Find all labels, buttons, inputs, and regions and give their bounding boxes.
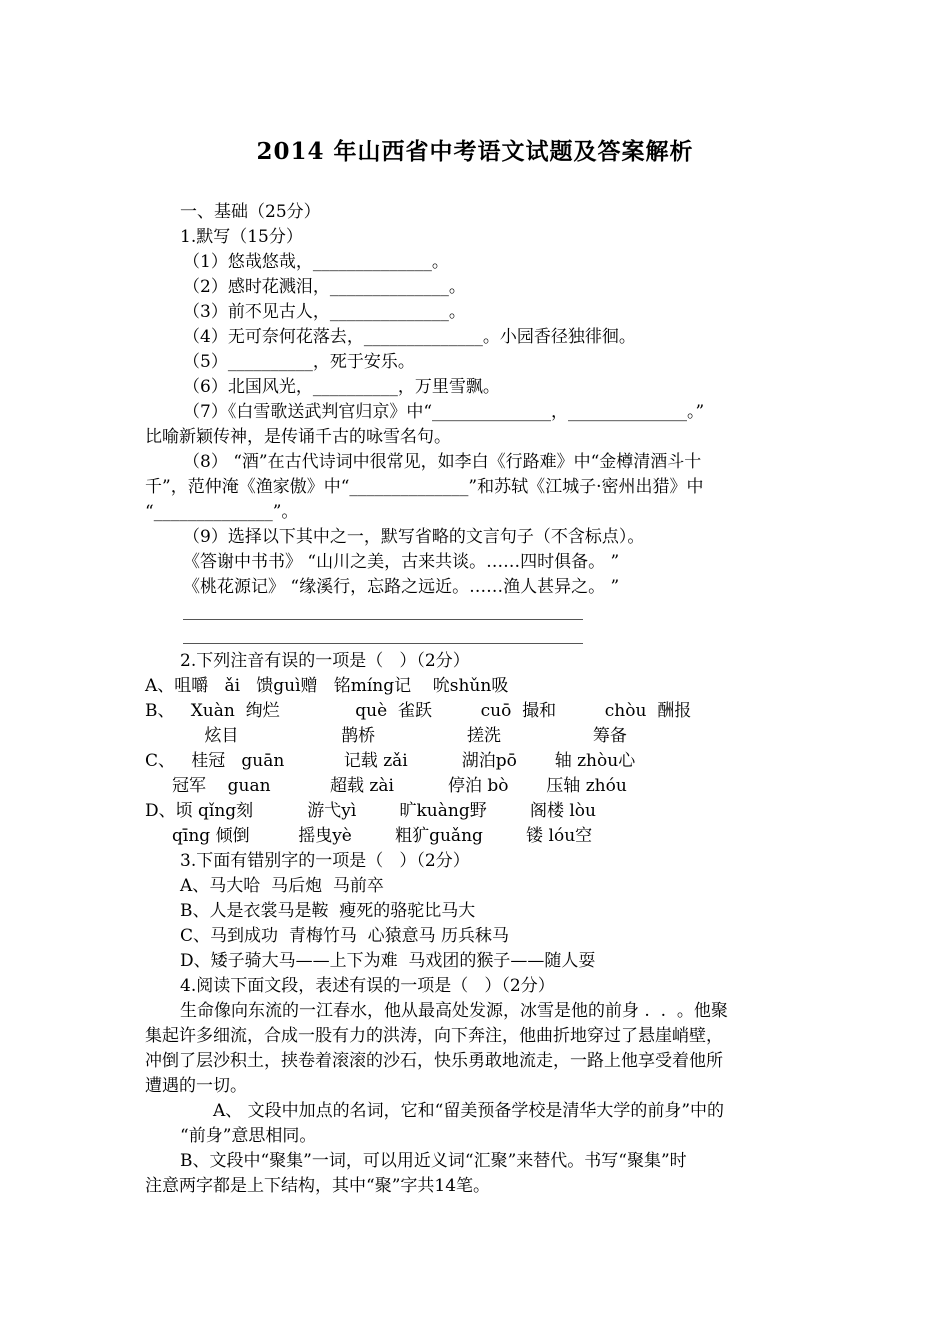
question-2-option-b-cont: 炫目 鹊桥 搓洗 筹备 (145, 726, 627, 746)
question-3-option-b: B、人是衣裳马是鞍 瘦死的骆驼比马大 (180, 901, 476, 921)
question-1-item-9-option-b: 《桃花源记》 “缘溪行，忘路之远近。……渔人甚异之。 ” (183, 577, 620, 597)
question-1-item-4: （4）无可奈何花落去，______________。小园香径独徘徊。 (183, 327, 636, 347)
question-1-item-6: （6）北国风光，__________，万里雪飘。 (183, 377, 500, 397)
question-2-option-c-cont: 冠军 guan 超载 zài 停泊 bò 压轴 zhóu (145, 776, 627, 796)
question-4-option-a: A、 文段中加点的名词，它和“留美预备学校是清华大学的前身”中的 (213, 1101, 725, 1121)
question-1-item-9-option-a: 《答谢中书书》 “山川之美，古来共谈。……四时俱备。 ” (183, 552, 620, 572)
section-heading: 一、基础（25分） (180, 202, 321, 222)
passage-line: 遭遇的一切。 (145, 1076, 247, 1096)
question-1-item-1: （1）悠哉悠哉，______________。 (183, 252, 449, 272)
question-2-option-c: C、 桂冠 guān 记载 zǎi 湖泊pō 轴 zhòu心 (145, 751, 636, 771)
answer-blank-line (183, 619, 583, 620)
question-2-heading: 2.下列注音有误的一项是（ ）（2分） (180, 651, 470, 671)
passage-line: 冲倒了层沙积土，挟卷着滚滚的沙石，快乐勇敢地流走，一路上他享受着他所 (145, 1051, 723, 1071)
question-3-option-a: A、马大哈 马后炮 马前卒 (180, 876, 384, 896)
question-1-item-2: （2）感时花溅泪，______________。 (183, 277, 466, 297)
question-2-option-a: A、咀嚼 ǎi 馈guì赠 铭míng记 吮shǔn吸 (145, 676, 509, 696)
question-1-item-8: （8） “酒”在古代诗词中很常见，如李白《行路难》中“金樽清酒斗十 (183, 452, 702, 472)
question-1-heading: 1.默写（15分） (180, 227, 303, 247)
question-3-heading: 3.下面有错别字的一项是（ ）（2分） (180, 851, 470, 871)
question-1-item-9: （9）选择以下其中之一，默写省略的文言句子（不含标点）。 (183, 527, 645, 547)
question-1-item-3: （3）前不见古人，______________。 (183, 302, 466, 322)
question-2-option-b: B、 Xuàn 绚烂 què 雀跃 cuō 撮和 chòu 酬报 (145, 701, 692, 721)
passage-line: 生命像向东流的一江春水，他从最高处发源，冰雪是他的前身 . . 。他聚 (180, 1001, 728, 1021)
question-1-item-7: （7）《白雪歌送武判官归京》中“______________，______________。” (183, 402, 705, 422)
question-3-option-d: D、矮子骑大马——上下为难 马戏团的猴子——随人耍 (180, 951, 596, 971)
question-4-option-b-cont: 注意两字都是上下结构，其中“聚”字共14笔。 (145, 1176, 491, 1196)
question-1-item-5: （5）__________，死于安乐。 (183, 352, 415, 372)
question-3-option-c: C、马到成功 青梅竹马 心猿意马 历兵秣马 (180, 926, 510, 946)
question-2-option-d-cont: qīng 倾倒 摇曳yè 粗犷guǎng 镂 lóu空 (145, 826, 593, 846)
question-1-item-8-cont2: “______________”。 (145, 502, 299, 522)
page-title: 2014 年山西省中考语文试题及答案解析 (256, 138, 694, 165)
passage-line: 集起许多细流，合成一股有力的洪涛，向下奔注，他曲折地穿过了悬崖峭壁， (145, 1026, 723, 1046)
question-4-option-a-cont: “前身”意思相同。 (180, 1126, 317, 1146)
question-4-heading: 4.阅读下面文段，表述有误的一项是（ ）（2分） (180, 976, 555, 996)
question-2-option-d: D、顷 qǐng刻 游弋yì 旷kuàng野 阁楼 lòu (145, 801, 596, 821)
question-4-option-b: B、文段中“聚集”一词，可以用近义词“汇聚”来替代。书写“聚集”时 (180, 1151, 687, 1171)
question-1-item-7-cont: 比喻新颖传神，是传诵千古的咏雪名句。 (145, 427, 451, 447)
answer-blank-line (183, 643, 583, 644)
question-1-item-8-cont: 千”，范仲淹《渔家傲》中“______________”和苏轼《江城子·密州出猎》中 (145, 477, 704, 497)
